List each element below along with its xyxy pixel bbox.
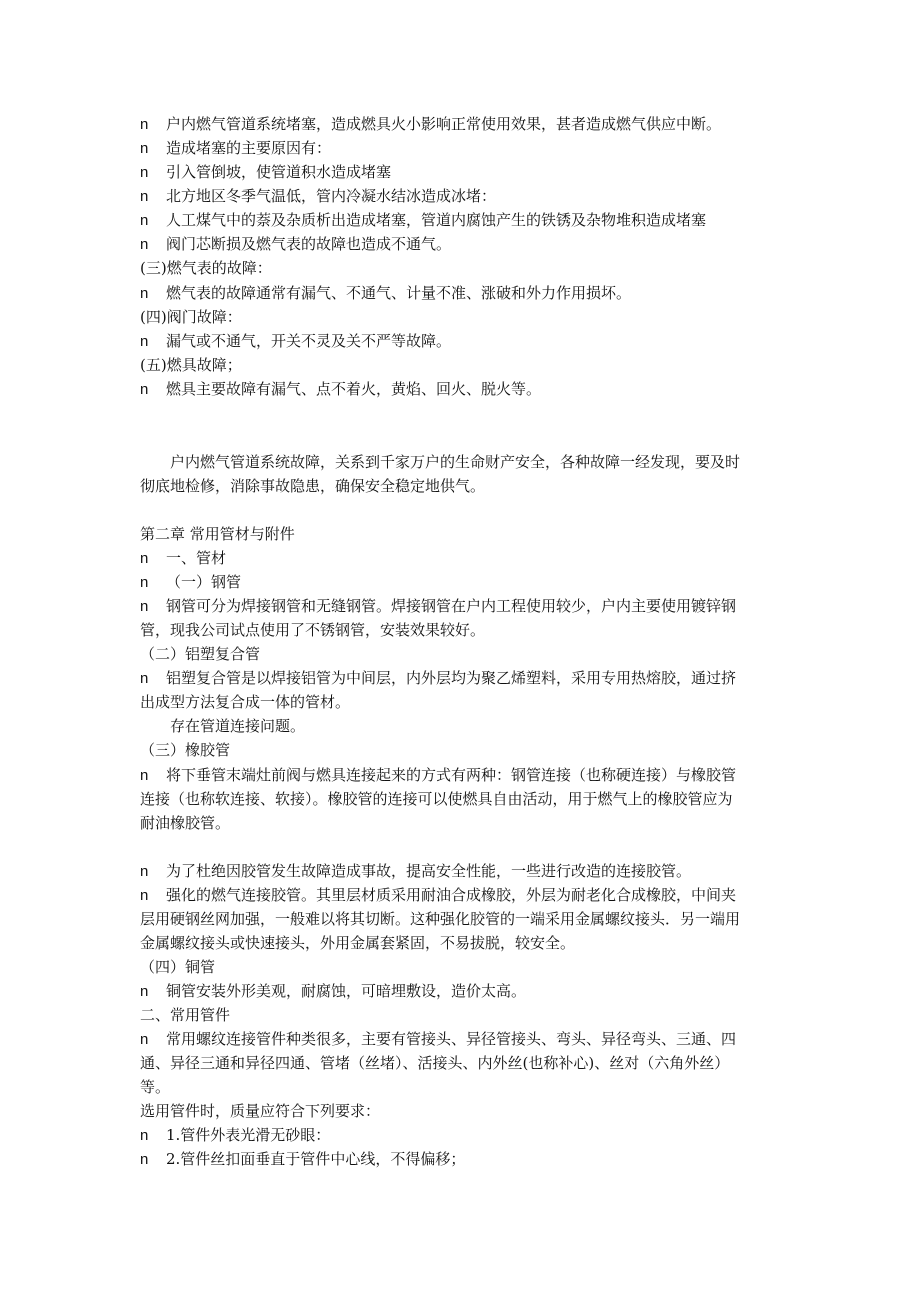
text-line: n 铜管安装外形美观，耐腐蚀，可暗埋敷设，造价太高。	[140, 982, 527, 1000]
text-line: n （一）钢管	[140, 573, 242, 591]
paragraph-line: 户内燃气管道系统故障，关系到千家万户的生命财产安全，各种故障一经发现，要及时	[170, 453, 741, 471]
bullet-marker: n	[140, 140, 149, 157]
text-line: n 引入管倒坡，使管道积水造成堵塞	[140, 163, 392, 181]
text-line: n 阀门芯断损及燃气表的故障也造成不通气。	[140, 235, 452, 253]
bullet-marker: n	[140, 381, 149, 398]
paragraph-line: 彻底地检修，消除事故隐患，确保安全稳定地供气。	[140, 477, 486, 495]
bullet-marker: n	[140, 164, 149, 181]
text-line: n 常用螺纹连接管件种类很多，主要有管接头、异径管接头、弯头、异径弯头、三通、四	[140, 1030, 737, 1048]
text-line: n 1.管件外表光滑无砂眼：	[140, 1126, 331, 1144]
paragraph-line: 等。	[140, 1078, 171, 1096]
text-line: n 人工煤气中的萘及杂质析出造成堵塞，管道内腐蚀产生的铁锈及杂物堆积造成堵塞	[140, 211, 707, 229]
section-heading: 二、常用管件	[140, 1006, 231, 1024]
section-heading: （四）铜管	[140, 958, 216, 976]
section-heading: （二）铝塑复合管	[140, 645, 261, 663]
bullet-marker: n	[140, 598, 149, 615]
section-heading: （三）橡胶管	[140, 741, 231, 759]
paragraph-line: 耐油橡胶管。	[140, 814, 231, 832]
bullet-marker: n	[140, 333, 149, 350]
bullet-marker: n	[140, 574, 149, 591]
text-line: n 户内燃气管道系统堵塞，造成燃具火小影响正常使用效果，甚者造成燃气供应中断。	[140, 115, 722, 133]
text-line: n 漏气或不通气，开关不灵及关不严等故障。	[140, 332, 452, 350]
paragraph-line: 出成型方法复合成一体的管材。	[140, 693, 351, 711]
bullet-marker: n	[140, 188, 149, 205]
text-line: n 北方地区冬季气温低，管内冷凝水结冰造成冰堵：	[140, 187, 497, 205]
bullet-marker: n	[140, 550, 149, 567]
chapter-heading: 第二章 常用管材与附件	[140, 525, 295, 543]
text-line: n 造成堵塞的主要原因有：	[140, 139, 332, 157]
paragraph-line: 连接（也称软连接、软接）。橡胶管的连接可以使燃具自由活动，用于燃气上的橡胶管应为	[140, 790, 733, 808]
bullet-marker: n	[140, 1127, 149, 1144]
text-line: n 为了杜绝因胶管发生故障造成事故，提高安全性能，一些进行改造的连接胶管。	[140, 862, 692, 880]
text-line: n 一、管材	[140, 549, 227, 567]
bullet-marker: n	[140, 116, 149, 133]
paragraph-line: 存在管道连接问题。	[170, 717, 306, 735]
bullet-marker: n	[140, 887, 149, 904]
paragraph-line: 层用硬钢丝网加强，一般难以将其切断。这种强化胶管的一端采用金属螺纹接头．另一端用	[140, 910, 741, 928]
bullet-marker: n	[140, 285, 149, 302]
paragraph-line: 管，现我公司试点使用了不锈钢管，安装效果较好。	[140, 621, 486, 639]
text-line: n 强化的燃气连接胶管。其里层材质采用耐油合成橡胶，外层为耐老化合成橡胶，中间夹	[140, 886, 737, 904]
text-line: n 铝塑复合管是以焊接铝管为中间层，内外层均为聚乙烯塑料，采用专用热熔胶，通过挤	[140, 669, 737, 687]
text-line: n 燃气表的故障通常有漏气、不通气、计量不准、涨破和外力作用损坏。	[140, 284, 632, 302]
paragraph-line: 通、异径三通和异径四通、管堵（丝堵）、活接头、内外丝(也称补心)、丝对（六角外丝）	[140, 1054, 730, 1072]
paragraph-line: 选用管件时，质量应符合下列要求：	[140, 1102, 381, 1120]
bullet-marker: n	[140, 236, 149, 253]
section-heading: (四)阀门故障：	[140, 308, 242, 326]
bullet-marker: n	[140, 1151, 149, 1168]
text-line: n 2.管件丝扣面垂直于管件中心线，不得偏移；	[140, 1150, 466, 1168]
bullet-marker: n	[140, 212, 149, 229]
paragraph-line: 金属螺纹接头或快速接头，外用金属套紧固，不易拔脱，较安全。	[140, 934, 576, 952]
bullet-marker: n	[140, 1031, 149, 1048]
bullet-marker: n	[140, 863, 149, 880]
text-line: n 燃具主要故障有漏气、点不着火，黄焰、回火、脱火等。	[140, 380, 542, 398]
bullet-marker: n	[140, 670, 149, 687]
section-heading: (五)燃具故障；	[140, 356, 242, 374]
bullet-marker: n	[140, 983, 149, 1000]
text-line: n 钢管可分为焊接钢管和无缝钢管。焊接钢管在户内工程使用较少，户内主要使用镀锌钢	[140, 597, 737, 615]
section-heading: (三)燃气表的故障：	[140, 259, 272, 277]
bullet-marker: n	[140, 767, 149, 784]
text-line: n 将下垂管末端灶前阀与燃具连接起来的方式有两种：钢管连接（也称硬连接）与橡胶管	[140, 766, 737, 784]
